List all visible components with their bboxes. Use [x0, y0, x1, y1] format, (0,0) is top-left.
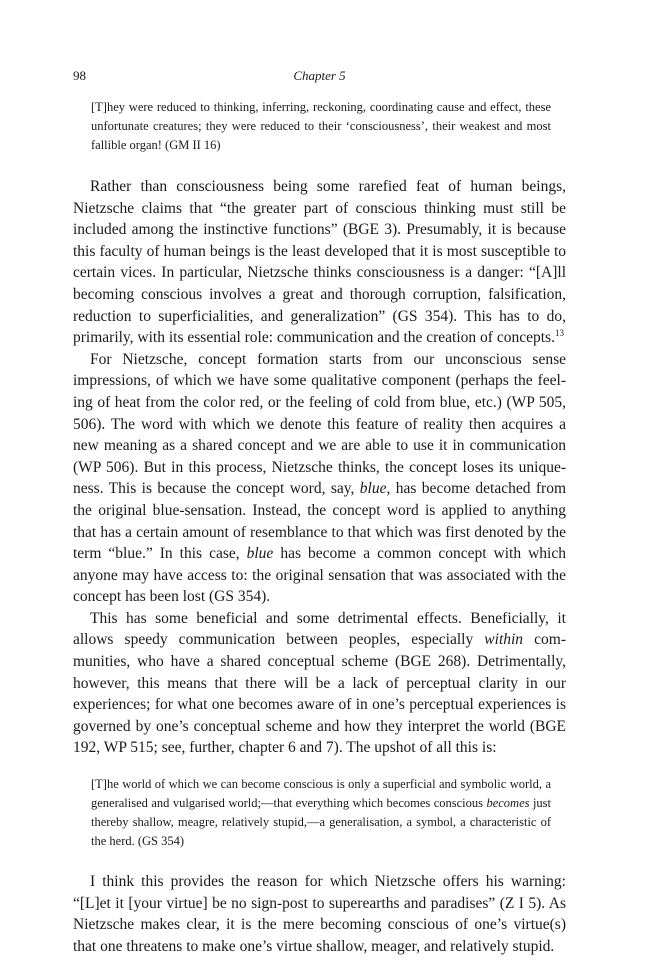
paragraph-3-text-1: This has some beneficial and some detrimental effects. Beneficially, it allows speedy communication between peoples, especially — [73, 609, 566, 649]
page-number: 98 — [73, 68, 86, 83]
block-quote-2-text — [91, 775, 551, 851]
paragraph-3-emphasis-1: within — [484, 631, 524, 649]
block-quote-2-text-2: just thereby shallow, meagre, relatively stupid,—a generalisation, a symbol, a characteristic of the herd. (GS 354) — [91, 796, 551, 849]
paragraph-2-emphasis-1: blue — [359, 480, 387, 498]
block-quote-2-emphasis: becomes — [486, 796, 530, 811]
paragraph-2-text-3: has become a common concept with which anyone may have access to: the original sensation that was associated with the concept has been lost (GS 354). — [73, 545, 566, 606]
block-quote-2 — [91, 775, 551, 851]
paragraph-4: I think this provides the reason for which Nietzsche offers his warning: “[L]et it [your virtue] be no sign-post to superearths and paradises” (Z I 5). As Nietzsche makes clear, it is the mere becoming conscious of one’s virtue(s) that one threatens to make one’s virtue shallow, meager, and relatively stupid. — [73, 873, 566, 955]
running-head: Chapter 5 — [293, 68, 346, 83]
block-quote-1-text: [T]hey were reduced to thinking, inferring, reckoning, coordinating cause and effect, these unfortunate creatures; they were reduced to their ‘consciousness’, their weakest and most fallible organ! (GM II 16) — [91, 100, 551, 152]
paragraph-3-text-2: communities, who have a shared conceptual scheme (BGE 268). Detrimentally, however, this means that there will be a lack of perceptual clarity in our experiences; for what one becomes aware of in one’s perceptual experiences is governed by one’s conceptual scheme and how they interpret the world (BGE 192, WP 515; see, further, chapter 6 and 7). The upshot of all this is: — [73, 631, 567, 757]
block-quote-2-text-1: [T]he world of which we can become conscious is only a superficial and symbolic world, a generalised and vulgarised world;—that everything which becomes conscious — [91, 777, 551, 811]
block-quote-1 — [91, 98, 551, 155]
paragraph-3 — [73, 608, 566, 759]
paragraph-2-text-1: For Nietzsche, concept formation starts from our unconscious sense impressions, of which we have some qualitative component (perhaps the feeling of heat from the color red, or the feeling of cold from blue, etc.) (WP 505, 506). The word with which we denote this feature of reality then acquires a new meaning as a shared concept and we are able to use it in communication (WP 506). But in this process, Nietzsche thinks, the concept loses its uniqueness. This is because the concept word, say, — [73, 350, 566, 498]
paragraph-2-text-2: , has become detached from the original blue-sensation. Instead, the concept word is applied to anything that has a certain amount of resemblance to that which was first denoted by the term “blue.” In this case, — [73, 480, 566, 563]
book-page — [73, 68, 566, 957]
paragraph-2-emphasis-2: blue — [246, 545, 274, 563]
paragraph-2 — [73, 349, 566, 608]
page-header — [73, 68, 566, 88]
paragraph-1-text: Rather than consciousness being some rarefied feat of human beings, Nietzsche claims that “the greater part of conscious thinking must still be included among the instinctive functions” (BGE 3). Presumably, it is because this faculty of human beings is the least developed that it is most susceptible to certain vices. In particular, Nietzsche thinks consciousness is a danger: “[A]ll becoming conscious involves a great and thorough corruption, falsification, reduction to superficialities, and generalization” (GS 354). This has to do, primarily, with its essential role: communication and the creation of concepts. — [73, 178, 566, 347]
paragraph-1 — [73, 176, 566, 349]
footnote-marker: 13 — [554, 328, 564, 338]
